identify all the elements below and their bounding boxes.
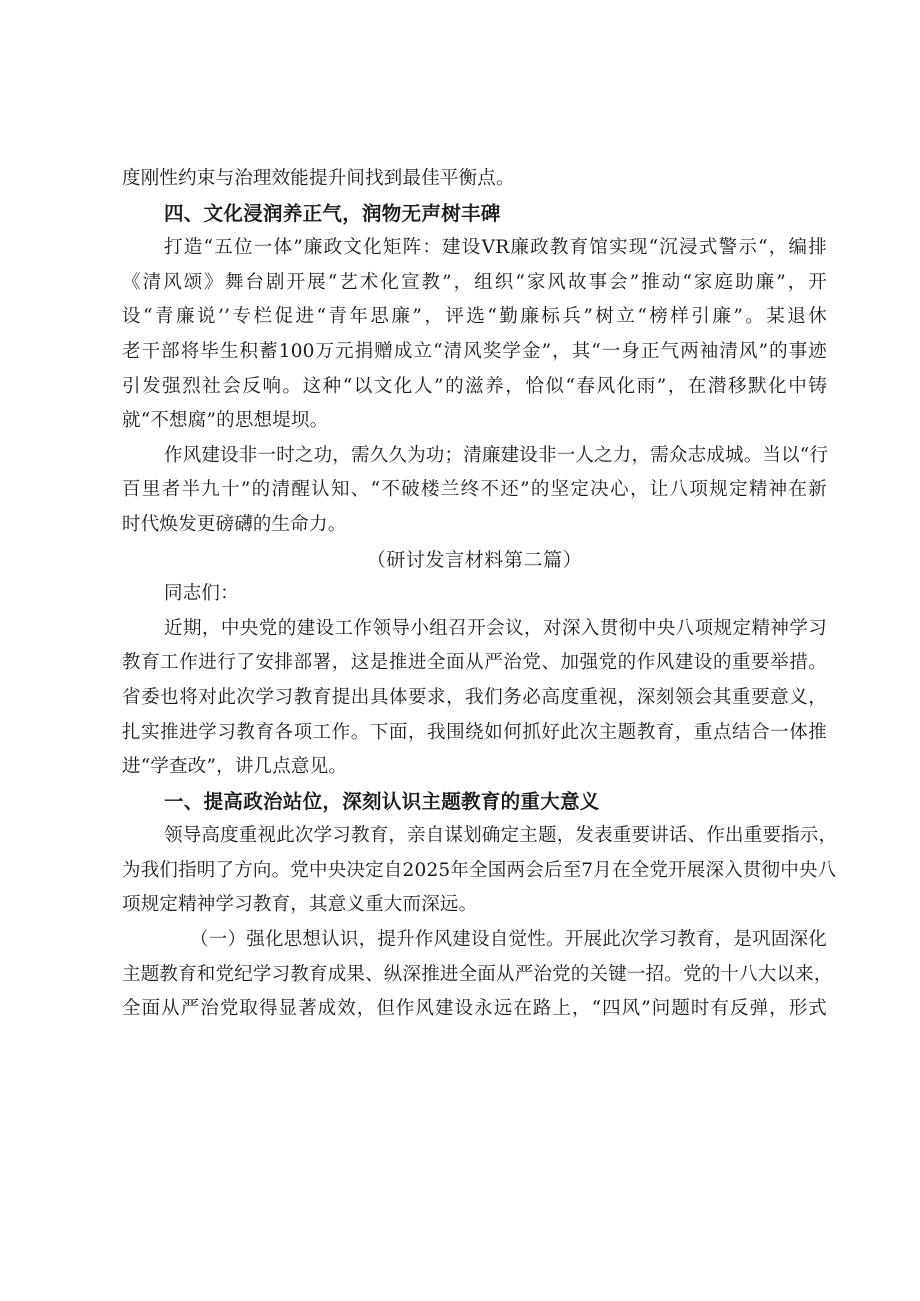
paragraph-line: 百里者半九十”的清醒认知、“不破楼兰终不还”的坚定决心，让八项规定精神在新 bbox=[122, 479, 827, 501]
second-article-title: （研讨发言材料第二篇） bbox=[366, 548, 583, 571]
paragraph-line: 就“不想腐”的思想堤坝。 bbox=[122, 410, 329, 432]
paragraph-line: 打造“五位一体”廉政文化矩阵：建设VR廉政教育馆实现“沉浸式警示“，编排 bbox=[164, 237, 827, 259]
paragraph-line: 省委也将对此次学习教育提出具体要求，我们务必高度重视，深刻领会其重要意义， bbox=[122, 686, 827, 708]
paragraph-line: 近期，中央党的建设工作领导小组召开会议，对深入贯彻中央八项规定精神学习 bbox=[164, 617, 827, 639]
subsection-line: 全面从严治党取得显著成效，但作风建设永远在路上，“四风”问题时有反弹，形式 bbox=[122, 998, 827, 1020]
paragraph-line: 时代焕发更磅礴的生命力。 bbox=[122, 513, 347, 535]
paragraph-line: 项规定精神学习教育，其意义重大而深远。 bbox=[122, 894, 478, 916]
paragraph-line: 作风建设非一时之功，需久久为功；清廉建设非一人之力，需众志成城。当以“行 bbox=[164, 444, 829, 466]
paragraph-line: 领导高度重视此次学习教育，亲自谋划确定主题，发表重要讲话、作出重要指示， bbox=[164, 825, 838, 847]
subsection-line: 主题教育和党纪学习教育成果、纵深推进全面从严治党的关键一招。党的十八大以来， bbox=[122, 963, 833, 985]
salutation: 同志们： bbox=[164, 583, 239, 605]
text-line: 度刚性约束与治理效能提升间找到最佳平衡点。 bbox=[122, 168, 515, 189]
paragraph-line: 教育工作进行了安排部署，这是推进全面从严治党、加强党的作风建设的重要举措。 bbox=[122, 652, 827, 674]
paragraph-line: 扎实推进学习教育各项工作。下面，我围绕如何抓好此次主题教育，重点结合一体推 bbox=[122, 721, 827, 743]
paragraph-line: 《清风颂》舞台剧开展“艺术化宣教”，组织“家风故事会”推动“家庭助廉”，开 bbox=[122, 271, 827, 293]
subsection-line: （一）强化思想认识，提升作风建设自觉性。开展此次学习教育，是巩固深化 bbox=[190, 929, 827, 951]
paragraph-line: 为我们指明了方向。党中央决定自2025年全国两会后至7月在全党开展深入贯彻中央八 bbox=[122, 859, 837, 881]
paragraph-line: 老干部将毕生积蓄100万元捐赠成立“清风奖学金”，其“一身正气两袖清风”的事迹 bbox=[122, 340, 827, 362]
paragraph-line: 引发强烈社会反响。这种“以文化人”的滋养，恰似“春风化雨”，在潜移默化中铸 bbox=[122, 375, 827, 397]
paragraph-line: 进“学查改”，讲几点意见。 bbox=[122, 756, 348, 778]
paragraph-line: 设“青廉说’’专栏促进“青年思廉”，评选“勤廉标兵”树立“榜样引廉”。某退休 bbox=[122, 306, 827, 328]
document-body bbox=[122, 162, 838, 1027]
section-heading-political-stance: 一、提高政治站位，深刻认识主题教育的重大意义 bbox=[164, 789, 600, 813]
section-heading-culture: 四、文化浸润养正气，润物无声树丰碑 bbox=[164, 201, 501, 225]
